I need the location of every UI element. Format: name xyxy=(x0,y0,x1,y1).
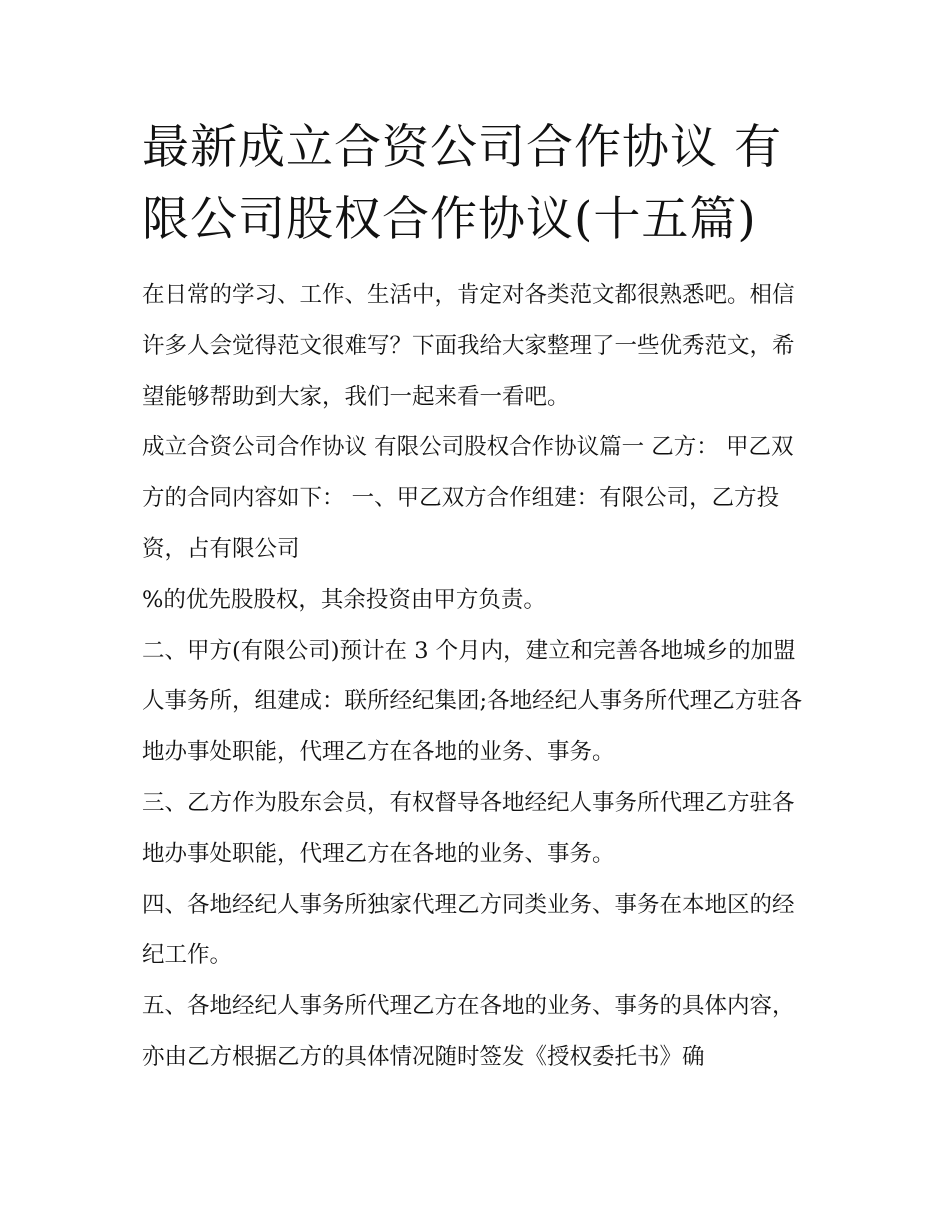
paragraph-agreement-header: 成立合资公司合作协议 有限公司股权合作协议篇一 乙方： 甲乙双方的合同内容如下： 一、甲乙双方合作组建：有限公司，乙方投资，占有限公司 xyxy=(142,434,794,562)
document-title: 最新成立合资公司合作协议 有限公司股权合作协议(十五篇) xyxy=(142,120,782,247)
paragraph-clause-4: 四、各地经纪人事务所独家代理乙方同类业务、事务在本地区的经纪工作。 xyxy=(142,891,795,969)
document-content xyxy=(142,112,814,1083)
document-body xyxy=(142,270,814,1083)
paragraph-clause-2: 二、甲方(有限公司)预计在 3 个月内，建立和完善各地城乡的加盟人事务所，组建成：联所经纪集团;各地经纪人事务所代理乙方驻各地办事处职能，代理乙方在各地的业务、事务。 xyxy=(142,637,803,766)
paragraph-clause-5: 五、各地经纪人事务所代理乙方在各地的业务、事务的具体内容，亦由乙方根据乙方的具体情况随时签发《授权委托书》确 xyxy=(142,993,795,1070)
paragraph-intro: 在日常的学习、工作、生活中，肯定对各类范文都很熟悉吧。相信许多人会觉得范文很难写？下面我给大家整理了一些优秀范文，希望能够帮助到大家，我们一起来看一看吧。 xyxy=(142,282,795,410)
paragraph-equity-share: %的优先股股权，其余投资由甲方负责。 xyxy=(142,586,546,613)
paragraph-clause-3: 三、乙方作为股东会员，有权督导各地经纪人事务所代理乙方驻各地办事处职能，代理乙方在各地的业务、事务。 xyxy=(142,789,795,867)
